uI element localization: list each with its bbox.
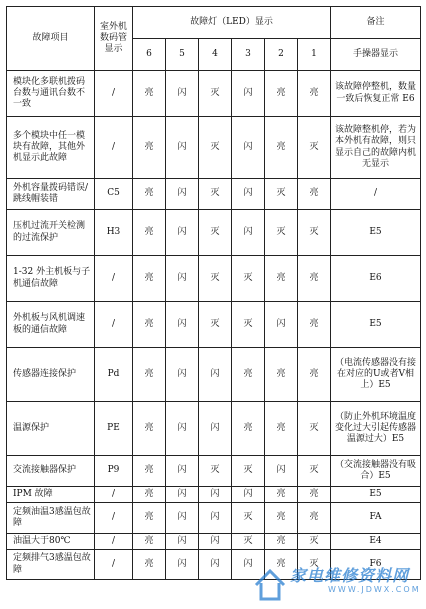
note-cell: E5 (331, 302, 421, 348)
table-row (7, 117, 421, 179)
led-1-cell: 亮 (298, 302, 331, 348)
led-6-cell: 亮 (133, 348, 166, 402)
table-row (7, 487, 421, 503)
led-2-cell: 亮 (265, 487, 298, 503)
led-5-cell: 闪 (166, 117, 199, 179)
table-row (7, 402, 421, 456)
fault-item-cell: 温源保护 (7, 402, 95, 456)
led-2-cell: 闪 (265, 456, 298, 487)
led-3-cell: 闪 (232, 487, 265, 503)
led-4-cell: 闪 (199, 550, 232, 580)
fault-item-cell: 定频排气3感温包故障 (7, 550, 95, 580)
led-6-cell: 亮 (133, 456, 166, 487)
table-row (7, 456, 421, 487)
led-5-cell: 闪 (166, 487, 199, 503)
note-cell: E4 (331, 534, 421, 550)
led-1-cell: 亮 (298, 256, 331, 302)
led-4-cell: 闪 (199, 348, 232, 402)
note-cell: （电流传感器没有接在对应的U或者V相上）E5 (331, 348, 421, 402)
code-display-cell: / (95, 256, 133, 302)
led-3-cell: 闪 (232, 117, 265, 179)
led-2-cell: 灭 (265, 210, 298, 256)
code-display-cell: PE (95, 402, 133, 456)
led-3-cell: 灭 (232, 456, 265, 487)
led-5-cell: 闪 (166, 210, 199, 256)
led-4-cell: 灭 (199, 256, 232, 302)
led-4-cell: 闪 (199, 487, 232, 503)
led-4-cell: 灭 (199, 117, 232, 179)
note-cell: FA (331, 503, 421, 534)
fault-item-cell: 多个模块中任一模块有故障，其他外机显示此故障 (7, 117, 95, 179)
note-cell: / (331, 179, 421, 210)
header-code-display: 室外机数码管显示 (95, 7, 133, 71)
led-1-cell: 亮 (298, 71, 331, 117)
led-6-cell: 亮 (133, 503, 166, 534)
code-display-cell: / (95, 550, 133, 580)
led-3-cell: 亮 (232, 348, 265, 402)
led-2-cell: 亮 (265, 550, 298, 580)
led-5-cell: 闪 (166, 534, 199, 550)
led-2-cell: 亮 (265, 71, 298, 117)
led-1-cell: 亮 (298, 348, 331, 402)
led-4-cell: 灭 (199, 179, 232, 210)
table-row (7, 348, 421, 402)
led-6-cell: 亮 (133, 210, 166, 256)
note-cell: E6 (331, 256, 421, 302)
led-5-cell: 闪 (166, 550, 199, 580)
fault-item-cell: 外机板与风机调速板的通信故障 (7, 302, 95, 348)
fault-item-cell: 压机过流开关检测的过流保护 (7, 210, 95, 256)
led-4-cell: 灭 (199, 210, 232, 256)
led-3-cell: 闪 (232, 179, 265, 210)
led-2-cell: 闪 (265, 302, 298, 348)
led-6-cell: 亮 (133, 256, 166, 302)
led-6-cell: 亮 (133, 117, 166, 179)
led-6-cell: 亮 (133, 550, 166, 580)
header-fault-item: 故障项目 (7, 7, 95, 71)
fault-item-cell: 外机容量拨码错误/跳线帽装错 (7, 179, 95, 210)
led-4-cell: 灭 (199, 71, 232, 117)
led-1-cell: 灭 (298, 117, 331, 179)
led-2-cell: 亮 (265, 402, 298, 456)
watermark-title: 家电维修资料网 (290, 566, 410, 585)
led-5-cell: 闪 (166, 256, 199, 302)
header-led-group: 故障灯（LED）显示 (133, 7, 331, 39)
led-3-cell: 灭 (232, 302, 265, 348)
led-3-cell: 闪 (232, 71, 265, 117)
watermark-url: WWW.JDWX.COM (328, 585, 421, 594)
code-display-cell: / (95, 534, 133, 550)
header-led-4: 4 (199, 39, 232, 71)
led-4-cell: 灭 (199, 456, 232, 487)
led-2-cell: 亮 (265, 503, 298, 534)
code-display-cell: P9 (95, 456, 133, 487)
led-5-cell: 闪 (166, 302, 199, 348)
led-2-cell: 亮 (265, 256, 298, 302)
note-cell: F6 (331, 550, 421, 580)
led-1-cell: 灭 (298, 534, 331, 550)
led-4-cell: 闪 (199, 402, 232, 456)
code-display-cell: / (95, 302, 133, 348)
led-3-cell: 灭 (232, 534, 265, 550)
led-3-cell: 灭 (232, 503, 265, 534)
fault-item-cell: IPM 故障 (7, 487, 95, 503)
led-1-cell: 灭 (298, 402, 331, 456)
led-5-cell: 闪 (166, 179, 199, 210)
code-display-cell: C5 (95, 179, 133, 210)
led-5-cell: 闪 (166, 71, 199, 117)
fault-item-cell: 传感器连接保护 (7, 348, 95, 402)
led-2-cell: 灭 (265, 179, 298, 210)
table-row (7, 71, 421, 117)
table-row (7, 550, 421, 580)
led-3-cell: 亮 (232, 402, 265, 456)
note-cell: （交流接触器没有吸合）E5 (331, 456, 421, 487)
led-6-cell: 亮 (133, 179, 166, 210)
led-2-cell: 亮 (265, 348, 298, 402)
table-row (7, 302, 421, 348)
table-row (7, 210, 421, 256)
led-1-cell: 灭 (298, 210, 331, 256)
led-4-cell: 闪 (199, 503, 232, 534)
code-display-cell: Pd (95, 348, 133, 402)
led-6-cell: 亮 (133, 534, 166, 550)
led-1-cell: 灭 (298, 550, 331, 580)
fault-item-cell: 模块化多联机拨码台数与通讯台数不一致 (7, 71, 95, 117)
header-led-6: 6 (133, 39, 166, 71)
led-3-cell: 闪 (232, 210, 265, 256)
table-row (7, 534, 421, 550)
header-led-2: 2 (265, 39, 298, 71)
fault-item-cell: 交流接触器保护 (7, 456, 95, 487)
fault-item-cell: 定频油温3感温包故障 (7, 503, 95, 534)
fault-item-cell: 油温大于80℃ (7, 534, 95, 550)
led-2-cell: 亮 (265, 117, 298, 179)
led-4-cell: 灭 (199, 302, 232, 348)
led-1-cell: 亮 (298, 503, 331, 534)
led-6-cell: 亮 (133, 302, 166, 348)
led-5-cell: 闪 (166, 503, 199, 534)
table-row (7, 256, 421, 302)
note-cell: E5 (331, 210, 421, 256)
note-cell: 该故障整机停，若为本外机有故障，则只显示自己的故障内机无显示 (331, 117, 421, 179)
header-note-sub: 手操器显示 (331, 39, 421, 71)
led-1-cell: 亮 (298, 179, 331, 210)
header-led-3: 3 (232, 39, 265, 71)
table-body (7, 71, 421, 580)
header-led-1: 1 (298, 39, 331, 71)
note-cell: 该故障停整机，数量一致后恢复正常 E6 (331, 71, 421, 117)
fault-code-table (6, 6, 421, 580)
header-note: 备注 (331, 7, 421, 39)
led-3-cell: 灭 (232, 256, 265, 302)
code-display-cell: / (95, 487, 133, 503)
header-led-5: 5 (166, 39, 199, 71)
led-6-cell: 亮 (133, 71, 166, 117)
note-cell: （防止外机环境温度变化过大引起传感器温源过大）E5 (331, 402, 421, 456)
code-display-cell: H3 (95, 210, 133, 256)
led-1-cell: 亮 (298, 487, 331, 503)
led-4-cell: 闪 (199, 534, 232, 550)
code-display-cell: / (95, 71, 133, 117)
note-cell: E5 (331, 487, 421, 503)
code-display-cell: / (95, 503, 133, 534)
led-5-cell: 闪 (166, 456, 199, 487)
led-1-cell: 灭 (298, 456, 331, 487)
led-3-cell: 闪 (232, 550, 265, 580)
led-2-cell: 亮 (265, 534, 298, 550)
table-row (7, 503, 421, 534)
led-5-cell: 闪 (166, 402, 199, 456)
led-6-cell: 亮 (133, 487, 166, 503)
led-6-cell: 亮 (133, 402, 166, 456)
table-row (7, 179, 421, 210)
led-5-cell: 闪 (166, 348, 199, 402)
code-display-cell: / (95, 117, 133, 179)
fault-item-cell: 1-32 外主机板与子机通信故障 (7, 256, 95, 302)
